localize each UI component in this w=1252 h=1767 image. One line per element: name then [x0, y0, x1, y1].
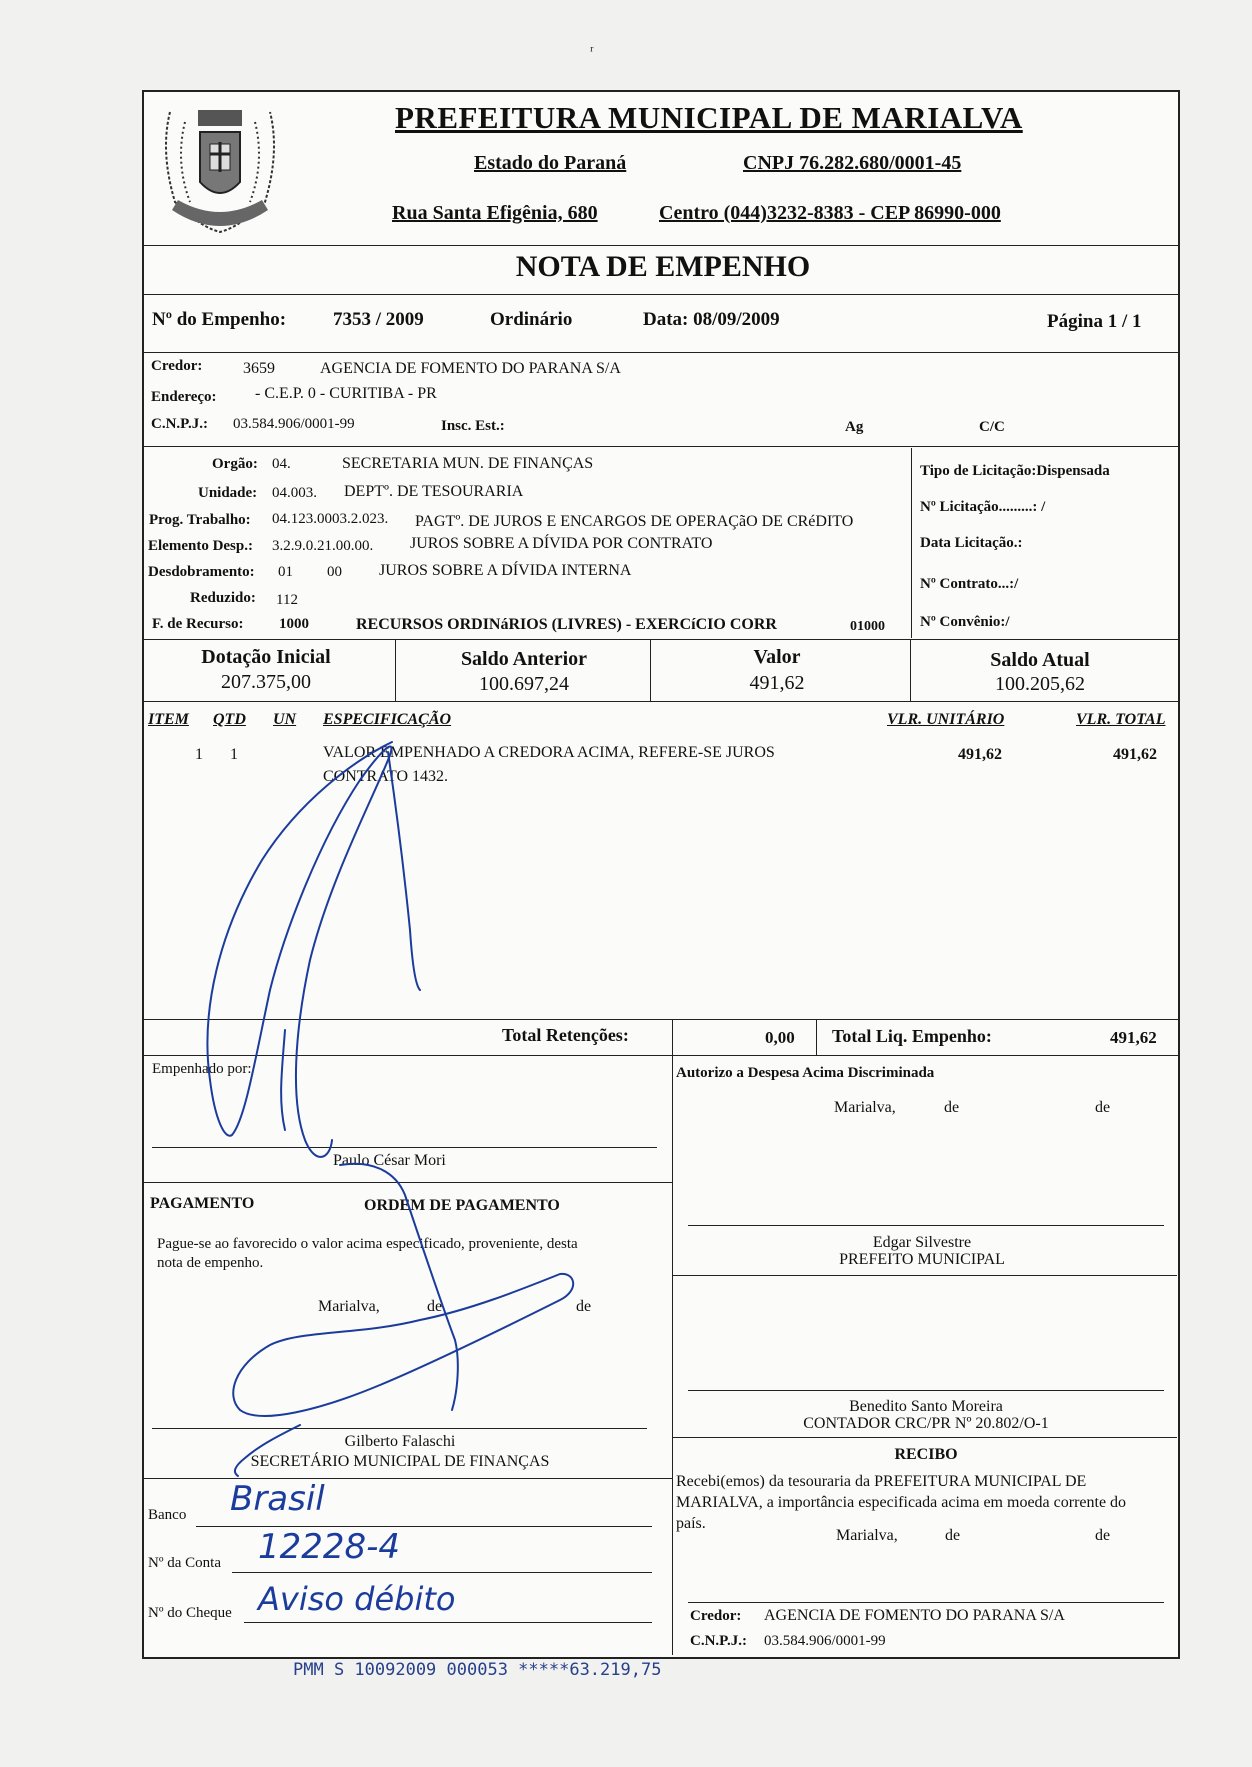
- elemento-code: 3.2.9.0.21.00.00.: [272, 538, 374, 554]
- total-retencoes-label: Total Retenções:: [502, 1025, 629, 1045]
- prog-code: 04.123.0003.2.023.: [272, 511, 389, 527]
- prog-label: Prog. Trabalho:: [149, 512, 251, 528]
- recurso-code: 1000: [279, 616, 309, 632]
- pagamento-de1: de: [427, 1298, 443, 1315]
- recibo-title: RECIBO: [894, 1446, 958, 1463]
- desdobramento-label: Desdobramento:: [148, 564, 255, 580]
- col-un: UN: [273, 711, 297, 728]
- city-cnpj: CNPJ 76.282.680/0001-45: [743, 152, 962, 174]
- numero-convenio: Nº Convênio:/: [920, 614, 1010, 630]
- banco-label: Banco: [148, 1507, 187, 1523]
- recibo-text-line2: MARIALVA, a importância especificada acima em moeda corrente do: [676, 1494, 1127, 1511]
- empenho-type: Ordinário: [490, 309, 573, 330]
- total-liquido-label: Total Liq. Empenho:: [832, 1026, 992, 1046]
- col-vlr-unitario: VLR. UNITÁRIO: [887, 711, 1005, 728]
- endereco-value: - C.E.P. 0 - CURITIBA - PR: [255, 385, 437, 402]
- row-item: 1: [195, 746, 203, 763]
- autorizo-de2: de: [1095, 1099, 1111, 1116]
- col-item: ITEM: [148, 711, 189, 728]
- conta-label: Nº da Conta: [148, 1555, 221, 1571]
- bank-stamp: PMM S 10092009 000053 *****63.219,75: [293, 1660, 662, 1680]
- autorizo-de1: de: [944, 1099, 960, 1116]
- row-espec-line2: CONTRATO 1432.: [323, 768, 449, 785]
- row-espec-line1: VALOR EMPENHADO A CREDORA ACIMA, REFERE-SE JUROS: [323, 744, 775, 761]
- city-contact: Centro (044)3232-8383 - CEP 86990-000: [659, 202, 1001, 224]
- desdobramento-code1: 01: [278, 564, 293, 580]
- valor-label: Valor: [753, 646, 801, 668]
- recibo-de1: de: [945, 1527, 961, 1544]
- recurso-name: RECURSOS ORDINáRIOS (LIVRES) - EXERCíCIO CORR: [356, 616, 777, 633]
- col-especificacao: ESPECIFICAÇÃO: [323, 711, 452, 728]
- autorizo-place: Marialva,: [834, 1099, 896, 1116]
- credor-label: Credor:: [151, 358, 203, 374]
- autorizo-label: Autorizo a Despesa Acima Discriminada: [676, 1065, 935, 1081]
- credor-cnpj-label: C.N.P.J.:: [151, 416, 208, 432]
- total-retencoes-value: 0,00: [765, 1028, 795, 1047]
- reduzido-code: 112: [276, 592, 298, 608]
- conta-value: 12228-4: [258, 1527, 401, 1567]
- elemento-label: Elemento Desp.:: [148, 538, 253, 554]
- desdobramento-code2: 00: [327, 564, 342, 580]
- contador-role: CONTADOR CRC/PR Nº 20.802/O-1: [803, 1415, 1049, 1432]
- empenho-label: Nº do Empenho:: [152, 309, 287, 330]
- banco-value: Brasil: [230, 1479, 325, 1519]
- recibo-place: Marialva,: [836, 1527, 898, 1544]
- numero-licitacao: Nº Licitação.........: /: [920, 499, 1046, 515]
- recibo-text-line3: país.: [676, 1515, 706, 1532]
- conta-corrente-label: C/C: [979, 419, 1005, 435]
- contador-name: Benedito Santo Moreira: [849, 1398, 1003, 1415]
- total-liquido-value: 491,62: [1110, 1028, 1157, 1047]
- pagamento-label: PAGAMENTO: [150, 1195, 255, 1212]
- saldo-anterior-label: Saldo Anterior: [460, 648, 588, 670]
- unidade-label: Unidade:: [198, 485, 258, 501]
- secretario-role: SECRETÁRIO MUNICIPAL DE FINANÇAS: [250, 1453, 550, 1470]
- reduzido-label: Reduzido:: [190, 590, 256, 606]
- data-licitacao: Data Licitação.:: [920, 535, 1023, 551]
- insc-label: Insc. Est.:: [441, 418, 505, 434]
- empenho-date: Data: 08/09/2009: [643, 309, 780, 330]
- page-number: Página 1 / 1: [1047, 311, 1142, 332]
- credor-name: AGENCIA DE FOMENTO DO PARANA S/A: [320, 360, 621, 377]
- saldo-anterior-value: 100.697,24: [479, 673, 569, 695]
- cheque-value: Aviso débito: [258, 1580, 456, 1618]
- pagamento-text-line2: nota de empenho.: [157, 1255, 264, 1271]
- recurso-code2: 01000: [850, 619, 885, 634]
- row-vlr-total: 491,62: [1113, 746, 1157, 763]
- pagamento-de2: de: [576, 1298, 592, 1315]
- recibo-credor-label: Credor:: [690, 1608, 742, 1624]
- empenhado-label: Empenhado por:: [152, 1061, 252, 1077]
- elemento-name: JUROS SOBRE A DÍVIDA POR CONTRATO: [410, 535, 713, 552]
- secretario-name: Gilberto Falaschi: [344, 1433, 456, 1450]
- recibo-de2: de: [1095, 1527, 1111, 1544]
- scan-mark: ʳ: [590, 43, 594, 60]
- agencia-label: Ag: [845, 419, 864, 435]
- pagamento-text-line1: Pague-se ao favorecido o valor acima especificado, proveniente, desta: [157, 1236, 578, 1252]
- credor-code: 3659: [243, 360, 275, 377]
- desdobramento-name: JUROS SOBRE A DÍVIDA INTERNA: [379, 562, 632, 579]
- col-qtd: QTD: [213, 711, 246, 728]
- recibo-text-line1: Recebi(emos) da tesouraria da PREFEITURA MUNICIPAL DE: [676, 1473, 1087, 1490]
- saldo-atual-label: Saldo Atual: [990, 649, 1090, 671]
- empenhado-signer: Paulo César Mori: [333, 1152, 446, 1169]
- numero-contrato: Nº Contrato...:/: [920, 576, 1019, 592]
- valor-value: 491,62: [749, 672, 805, 694]
- pagamento-place: Marialva,: [318, 1298, 380, 1315]
- prefeito-role: PREFEITO MUNICIPAL: [839, 1251, 1005, 1268]
- recibo-credor-name: AGENCIA DE FOMENTO DO PARANA S/A: [764, 1607, 1065, 1624]
- city-address: Rua Santa Efigênia, 680: [392, 202, 598, 224]
- cheque-label: Nº do Cheque: [148, 1605, 232, 1621]
- prefeito-name: Edgar Silvestre: [872, 1234, 972, 1251]
- dotacao-label: Dotação Inicial: [201, 646, 331, 668]
- municipal-crest-icon: [150, 92, 290, 242]
- orgao-code: 04.: [272, 456, 291, 472]
- state-name: Estado do Paraná: [474, 152, 627, 174]
- tipo-licitacao: Tipo de Licitação:Dispensada: [920, 463, 1110, 479]
- recibo-cnpj-label: C.N.P.J.:: [690, 1633, 747, 1649]
- credor-cnpj: 03.584.906/0001-99: [233, 416, 355, 432]
- prog-name: PAGTº. DE JUROS E ENCARGOS DE OPERAÇãO DE CRéDITO: [415, 513, 854, 530]
- col-vlr-total: VLR. TOTAL: [1076, 711, 1166, 728]
- recibo-cnpj: 03.584.906/0001-99: [764, 1633, 886, 1649]
- row-vlr-unitario: 491,62: [958, 746, 1002, 763]
- orgao-label: Orgão:: [212, 456, 258, 472]
- document-title: NOTA DE EMPENHO: [515, 250, 811, 283]
- unidade-code: 04.003.: [272, 485, 317, 501]
- recurso-label: F. de Recurso:: [152, 616, 244, 632]
- orgao-name: SECRETARIA MUN. DE FINANÇAS: [342, 455, 594, 472]
- unidade-name: DEPTº. DE TESOURARIA: [344, 483, 524, 500]
- row-qtd: 1: [230, 746, 238, 763]
- ordem-pagamento-label: ORDEM DE PAGAMENTO: [364, 1197, 560, 1214]
- empenho-number: 7353 / 2009: [333, 309, 424, 330]
- saldo-atual-value: 100.205,62: [995, 673, 1085, 695]
- endereco-label: Endereço:: [151, 389, 217, 405]
- dotacao-value: 207.375,00: [221, 671, 311, 693]
- page-title: PREFEITURA MUNICIPAL DE MARIALVA: [395, 100, 1023, 135]
